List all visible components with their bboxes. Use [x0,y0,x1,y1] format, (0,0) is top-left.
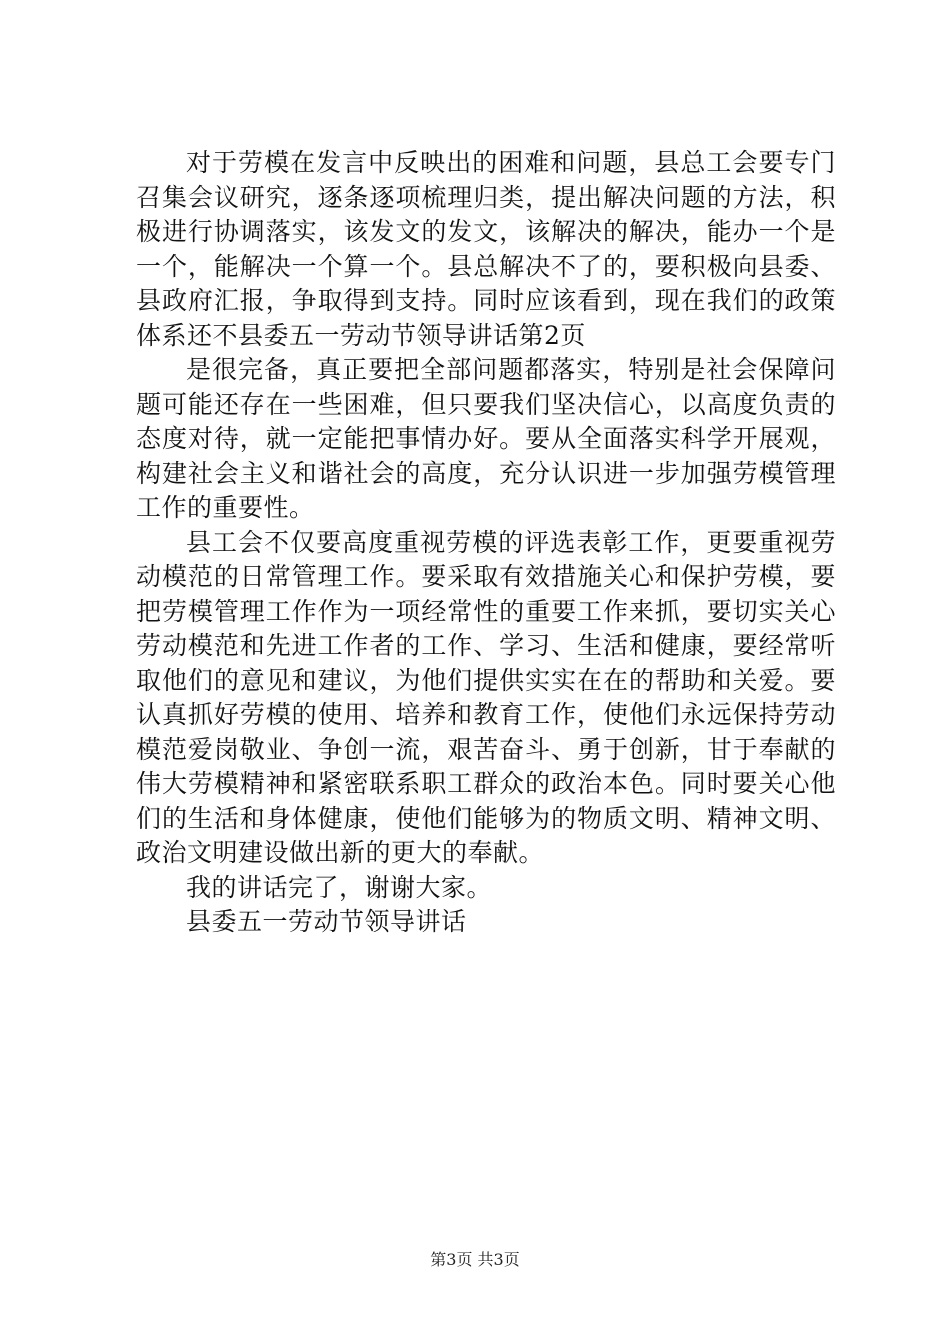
paragraph-closing: 我的讲话完了，谢谢大家。 [186,872,493,902]
paragraph-3: 县工会不仅要高度重视劳模的评选表彰工作，更要重视劳动模范的日常管理工作。要采取有效措施关心和保护劳模，要把劳模管理工作作为一项经常性的重要工作来抓，要切实关心劳动模范和先进工作者的工作、学习、生活和健康，要经常听取他们的意见和建议，为他们提供实实在在的帮助和关爱。要认真抓好劳模的使用、培养和教育工作，使他们永远保持劳动模范爱岗敬业、争创一流，艰苦奋斗、勇于创新，甘于奉献的伟大劳模精神和紧密联系职工群众的政治本色。同时要关心他们的生活和身体健康，使他们能够为的物质文明、精神文明、政治文明建设做出新的更大的奉献。 [136,527,836,867]
paragraph-1: 对于劳模在发言中反映出的困难和问题，县总工会要专门召集会议研究，逐条逐项梳理归类，提出解决问题的方法，积极进行协调落实，该发文的发文，该解决的解决，能办一个是一个，能解决一个算一个。县总解决不了的，要积极向县委、县政府汇报，争取得到支持。同时应该看到，现在我们的政策体系还不县委五一劳动节领导讲话第2页 [136,148,836,350]
paragraph-title-line: 县委五一劳动节领导讲话 [186,907,467,936]
document-body [136,146,836,940]
paragraph-2: 是很完备，真正要把全部问题都落实，特别是社会保障问题可能还存在一些困难，但只要我们坚决信心，以高度负责的态度对待，就一定能把事情办好。要从全面落实科学开展观，构建社会主义和谐社会的高度，充分认识进一步加强劳模管理工作的重要性。 [136,355,836,522]
page-footer: 第3页 共3页 [430,1250,520,1269]
